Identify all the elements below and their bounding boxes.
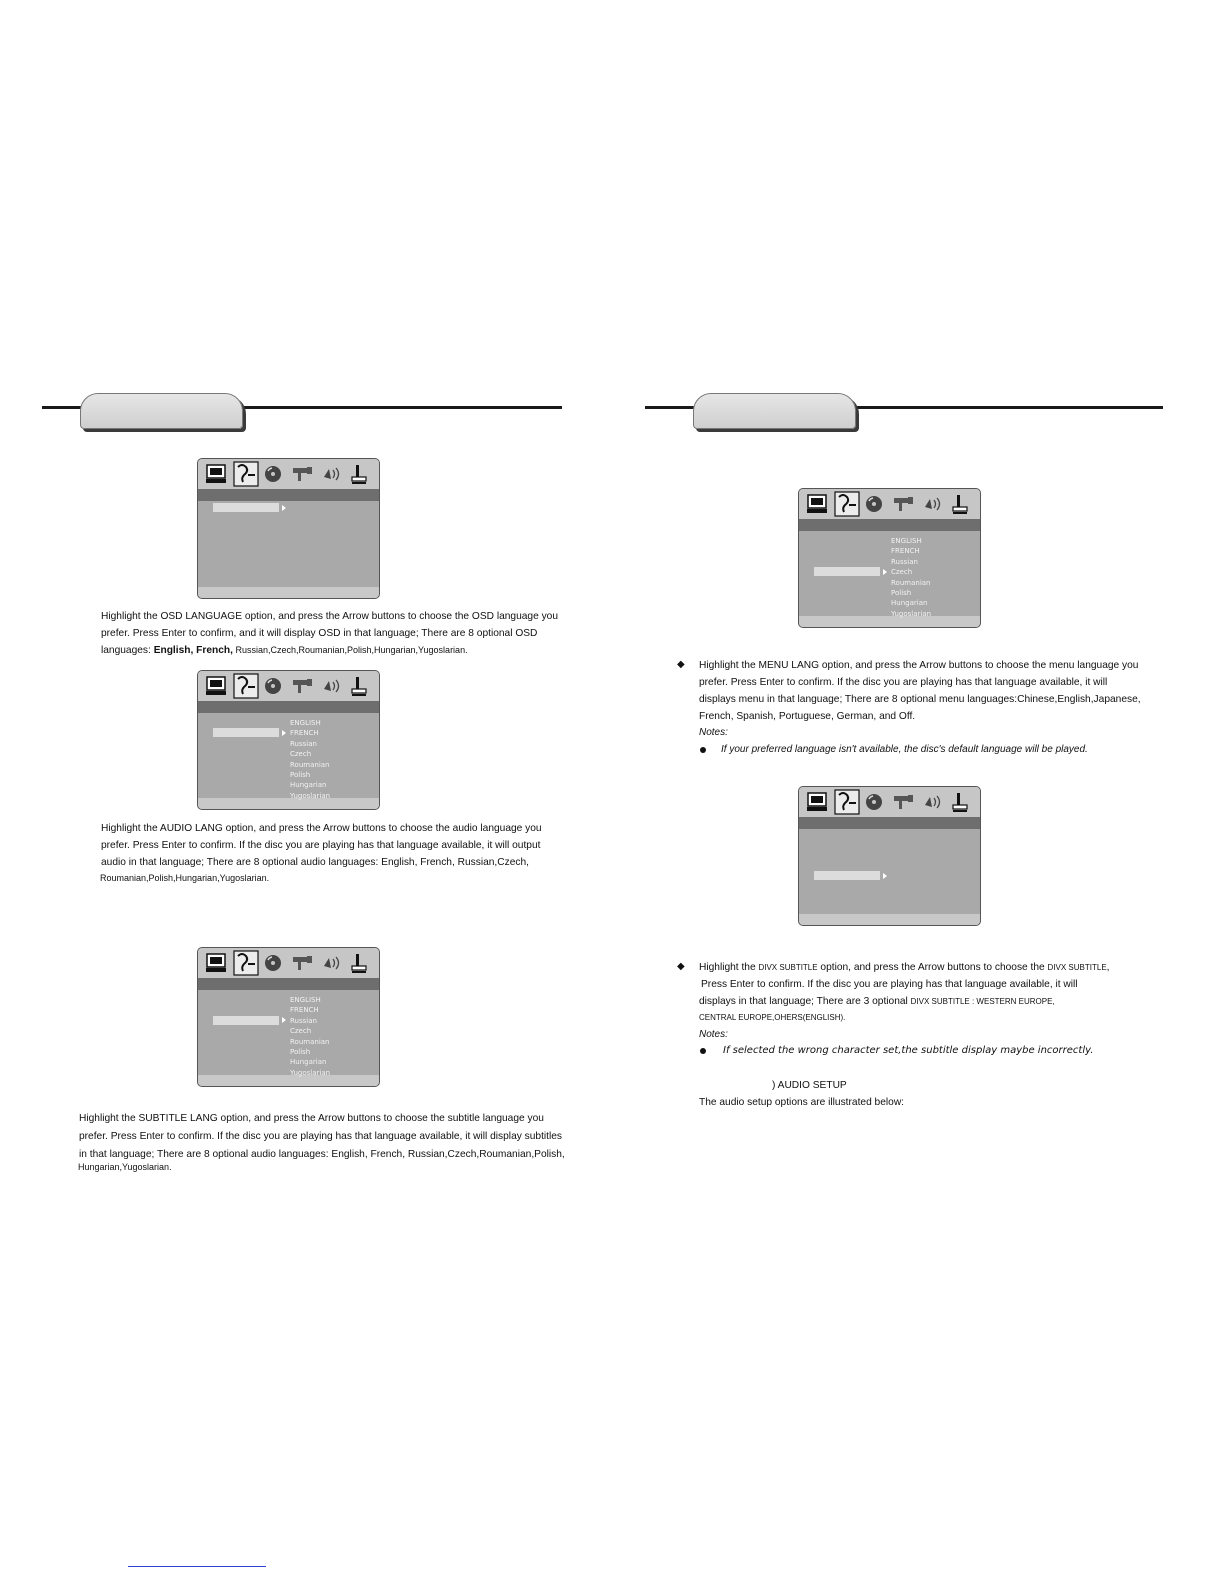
osd-title-band	[198, 701, 379, 713]
divx-line1-e: ,	[1106, 962, 1110, 973]
osd-option[interactable]: Hungarian	[891, 599, 928, 608]
osd-icon-bar	[799, 489, 980, 519]
divx-line1-a: Highlight the	[699, 962, 759, 973]
osd-option[interactable]: Czech	[290, 1027, 312, 1036]
menu-notes-label: Notes:	[699, 727, 728, 738]
osd-title-band	[198, 489, 379, 501]
audio-para-line1: Highlight the AUDIO LANG option, and press the Arrow buttons to choose the audio language you	[101, 823, 542, 834]
menu-para-line4: French, Spanish, Portuguese, German, and Off.	[699, 711, 916, 722]
preferences-icon	[352, 954, 366, 973]
osd-highlight-item[interactable]	[213, 1016, 279, 1025]
preferences-icon	[352, 465, 366, 484]
divx-diamond-icon: ◆	[677, 961, 685, 972]
disc-icon	[866, 496, 882, 512]
osd-language-screen	[197, 458, 380, 599]
osd-footer-bar	[198, 1075, 379, 1086]
audio-para-line2: prefer. Press Enter to confirm. If the disc you are playing has that language available, it will output	[101, 840, 541, 851]
audio-para-line4: Roumanian,Polish,Hungarian,Yugoslarian.	[100, 873, 270, 883]
osd-option[interactable]: ENGLISH	[290, 719, 321, 727]
osd-option[interactable]: ENGLISH	[290, 996, 321, 1004]
osd-option[interactable]: FRENCH	[290, 729, 319, 738]
preferences-icon	[953, 793, 967, 812]
osd-option[interactable]: Roumanian	[290, 760, 330, 769]
osd-para-line3-a: languages:	[101, 645, 154, 656]
right-section-tab	[693, 393, 856, 429]
video-camera-icon	[293, 679, 312, 693]
osd-title-band	[799, 817, 980, 829]
divx-line1-d: DIVX SUBTITLE	[1047, 963, 1107, 972]
osd-option[interactable]: Hungarian	[290, 781, 327, 790]
language-setup-icon	[234, 674, 258, 698]
selection-arrow-icon	[282, 730, 286, 736]
divx-line3-a: displays in that language; There are 3 optional	[699, 996, 911, 1007]
osd-highlight-item[interactable]	[213, 503, 279, 512]
osd-option[interactable]: Russian	[891, 557, 918, 566]
disc-icon	[265, 466, 281, 482]
osd-option[interactable]: FRENCH	[891, 547, 920, 556]
language-setup-icon	[234, 951, 258, 975]
speaker-icon	[324, 468, 339, 480]
disc-icon	[265, 678, 281, 694]
subtitle-para-line1: Highlight the SUBTITLE LANG option, and press the Arrow buttons to choose the subtitle language you	[79, 1113, 544, 1124]
osd-icon-bar	[198, 948, 379, 978]
subtitle-para-line2: prefer. Press Enter to confirm. If the disc you are playing has that language available, it will display subtitles	[79, 1131, 563, 1142]
divx-para-line4: CENTRAL EUROPE,OHERS(ENGLISH).	[699, 1013, 846, 1022]
language-setup-icon	[835, 492, 859, 516]
osd-para-line1: Highlight the OSD LANGUAGE option, and press the Arrow buttons to choose the OSD language you	[101, 611, 558, 622]
disc-icon	[265, 955, 281, 971]
audio-setup-text: The audio setup options are illustrated below:	[699, 1097, 905, 1108]
osd-footer-bar	[799, 616, 980, 627]
video-camera-icon	[293, 467, 312, 481]
osd-highlight-item[interactable]	[814, 871, 880, 880]
video-camera-icon	[894, 497, 913, 511]
osd-footer-bar	[198, 587, 379, 598]
speaker-icon	[324, 680, 339, 692]
tv-monitor-icon	[206, 954, 226, 972]
language-setup-icon	[835, 790, 859, 814]
audio-setup-heading: ) AUDIO SETUP	[772, 1080, 847, 1091]
disc-icon	[866, 794, 882, 810]
osd-highlight-item[interactable]	[213, 728, 279, 737]
speaker-icon	[925, 796, 940, 808]
divx-para-line3	[699, 996, 1055, 1007]
osd-option[interactable]: FRENCH	[290, 1006, 319, 1015]
divx-note-text: If selected the wrong character set,the subtitle display maybe incorrectly.	[723, 1045, 1094, 1056]
menu-note-text: If your preferred language isn't available, the disc's default language will be played.	[721, 744, 1088, 755]
selection-arrow-icon	[282, 505, 286, 511]
divx-line1-b: DIVX SUBTITLE	[758, 963, 818, 972]
osd-option[interactable]: Czech	[891, 568, 913, 577]
osd-option[interactable]: Roumanian	[290, 1037, 330, 1046]
osd-icon-bar	[198, 671, 379, 701]
bottom-link-underline	[128, 1566, 266, 1567]
menu-para-line1: Highlight the MENU LANG option, and press the Arrow buttons to choose the menu language you	[699, 660, 1139, 671]
osd-para-line3	[101, 645, 468, 656]
subtitle-para-line3: in that language; There are 8 optional audio languages: English, French, Russian,Czech,Roumanian,Polish,	[79, 1149, 565, 1160]
menu-lang-screen	[798, 488, 981, 628]
osd-option[interactable]: Russian	[290, 739, 317, 748]
osd-title-band	[198, 978, 379, 990]
osd-para-line2: prefer. Press Enter to confirm, and it will display OSD in that language; There are 8 optional OSD	[101, 628, 538, 639]
divx-line3-b: DIVX SUBTITLE	[910, 997, 970, 1006]
divx-subtitle-screen	[798, 786, 981, 926]
osd-option[interactable]: Yugoslarian	[290, 1068, 331, 1077]
language-setup-icon	[234, 462, 258, 486]
osd-option[interactable]: Yugoslarian	[891, 609, 932, 618]
osd-option[interactable]: Polish	[891, 589, 912, 597]
divx-notes-label: Notes:	[699, 1029, 728, 1040]
osd-option[interactable]: ENGLISH	[891, 537, 922, 545]
osd-footer-bar	[198, 798, 379, 809]
osd-option[interactable]: Hungarian	[290, 1058, 327, 1067]
preferences-icon	[953, 495, 967, 514]
tv-monitor-icon	[807, 495, 827, 513]
tv-monitor-icon	[206, 677, 226, 695]
divx-line1-c: option, and press the Arrow buttons to choose the	[817, 962, 1048, 973]
selection-arrow-icon	[282, 1017, 286, 1023]
osd-option[interactable]: Czech	[290, 750, 312, 759]
left-section-tab	[80, 393, 243, 429]
tv-monitor-icon	[206, 465, 226, 483]
osd-option[interactable]: Russian	[290, 1016, 317, 1025]
osd-para-line3-c: Russian,Czech,Roumanian,Polish,Hungarian,Yugoslarian.	[232, 645, 468, 655]
subtitle-para-line4: Hungarian,Yugoslarian.	[78, 1162, 172, 1172]
menu-note-bullet	[700, 747, 706, 753]
selection-arrow-icon	[883, 569, 887, 575]
audio-para-line3: audio in that language; There are 8 optional audio languages: English, French, Russian,Czech,	[101, 857, 529, 868]
preferences-icon	[352, 677, 366, 696]
menu-para-line3: displays menu in that language; There are 8 optional menu languages:Chinese,English,Japanese,	[699, 694, 1141, 705]
osd-icon-bar	[198, 459, 379, 489]
menu-lang-diamond-icon: ◆	[677, 659, 685, 670]
osd-highlight-item[interactable]	[814, 567, 880, 576]
osd-para-line3-b: English, French,	[153, 645, 233, 656]
divx-para-line2: Press Enter to confirm. If the disc you are playing has that language available, it will	[701, 979, 1078, 990]
osd-option[interactable]: Yugoslarian	[290, 791, 331, 800]
osd-option[interactable]: Polish	[290, 771, 311, 779]
divx-para-line1	[699, 962, 1110, 973]
osd-footer-bar	[799, 914, 980, 925]
video-camera-icon	[293, 956, 312, 970]
osd-title-band	[799, 519, 980, 531]
selection-arrow-icon	[883, 873, 887, 879]
osd-icon-bar	[799, 787, 980, 817]
osd-option[interactable]: Polish	[290, 1048, 311, 1056]
speaker-icon	[324, 957, 339, 969]
subtitle-lang-screen	[197, 947, 380, 1087]
menu-para-line2: prefer. Press Enter to confirm. If the disc you are playing has that language available, it will	[699, 677, 1108, 688]
speaker-icon	[925, 498, 940, 510]
osd-option[interactable]: Roumanian	[891, 578, 931, 587]
divx-note-bullet	[700, 1048, 706, 1054]
video-camera-icon	[894, 795, 913, 809]
divx-line3-c: : WESTERN EUROPE,	[969, 997, 1055, 1006]
audio-lang-screen	[197, 670, 380, 810]
tv-monitor-icon	[807, 793, 827, 811]
